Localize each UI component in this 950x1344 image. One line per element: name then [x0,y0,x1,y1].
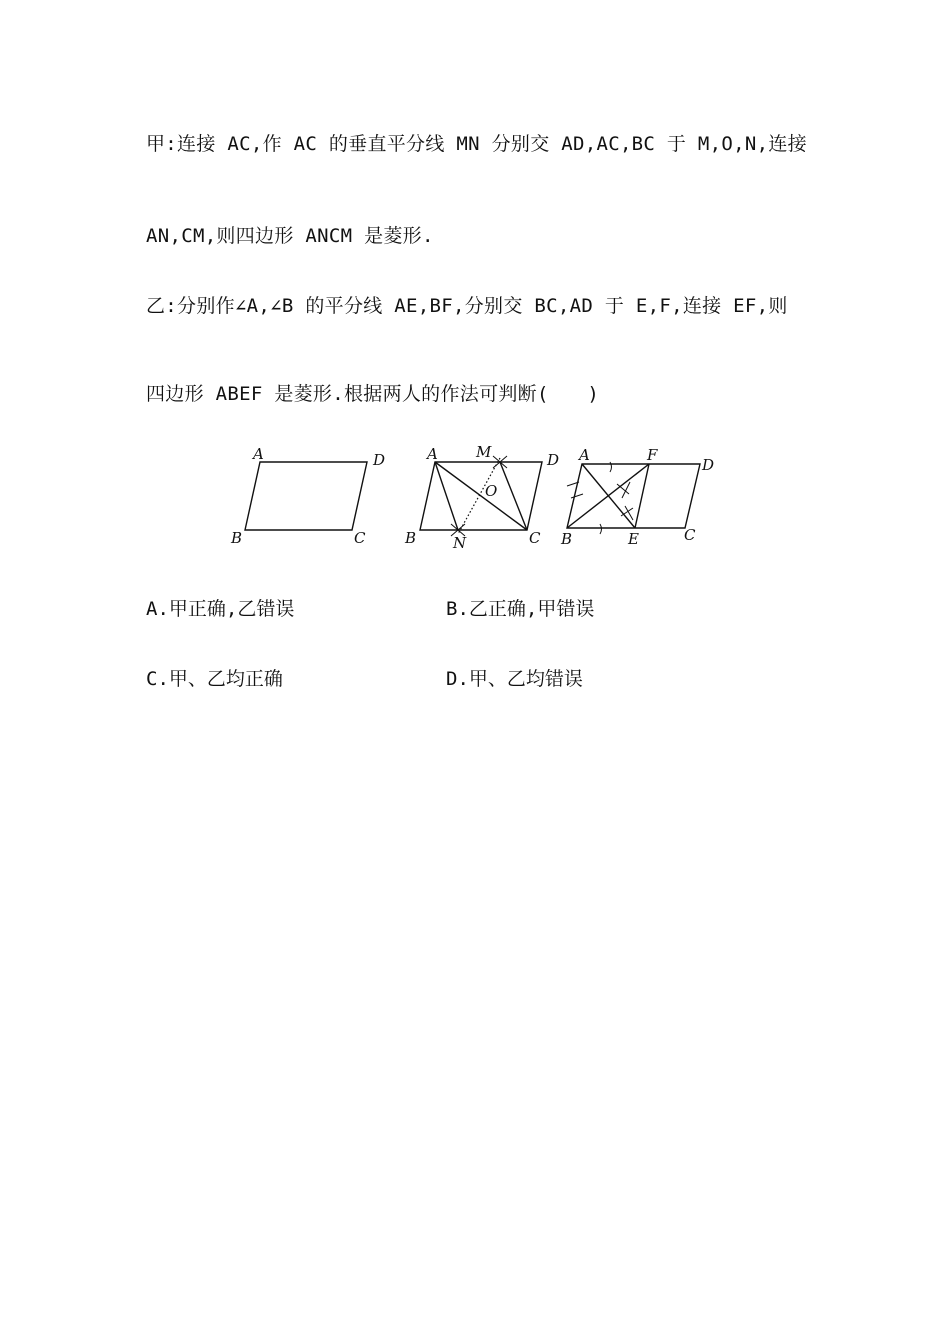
fig2-label-d: D [547,451,560,469]
option-d[interactable]: D.甲、乙均错误 [446,668,583,690]
fig3-arc-mark-2 [600,524,602,534]
parallelogram-figures [225,440,725,555]
fig1-label-b: B [231,529,243,547]
fig3-label-b: B [561,530,573,548]
option-b[interactable]: B.乙正确,甲错误 [446,598,595,620]
fig3-label-f: F [647,446,658,464]
fig3-label-c: C [684,526,696,544]
fig2-label-b: B [405,529,417,547]
fig3-label-d: D [702,456,715,474]
fig3-label-e: E [628,530,639,548]
question-line-1: 甲:连接 AC,作 AC 的垂直平分线 MN 分别交 AD,AC,BC 于 M,O,N,连接 [146,133,807,155]
fig2-label-o: O [485,482,498,500]
fig3-parallelogram [567,464,700,528]
fig3-arc-mark-1 [610,462,612,472]
fig2-label-m: M [476,443,492,461]
fig1-label-c: C [354,529,366,547]
option-c[interactable]: C.甲、乙均正确 [146,668,283,690]
question-line-3: 乙:分别作∠A,∠B 的平分线 AE,BF,分别交 BC,AD 于 E,F,连接 EF,则 [146,295,788,317]
fig2-label-n: N [453,534,467,552]
fig1-label-a: A [253,445,264,463]
question-line-2: AN,CM,则四边形 ANCM 是菱形. [146,225,434,247]
question-line-4: 四边形 ABEF 是菱形.根据两人的作法可判断( ) [146,383,600,405]
fig2-label-c: C [529,529,541,547]
fig2-segment-an [435,462,458,530]
fig2-label-a: A [427,445,438,463]
fig1-label-d: D [373,451,386,469]
fig3-label-a: A [579,446,590,464]
option-a[interactable]: A.甲正确,乙错误 [146,598,295,620]
fig1-parallelogram [245,462,367,530]
